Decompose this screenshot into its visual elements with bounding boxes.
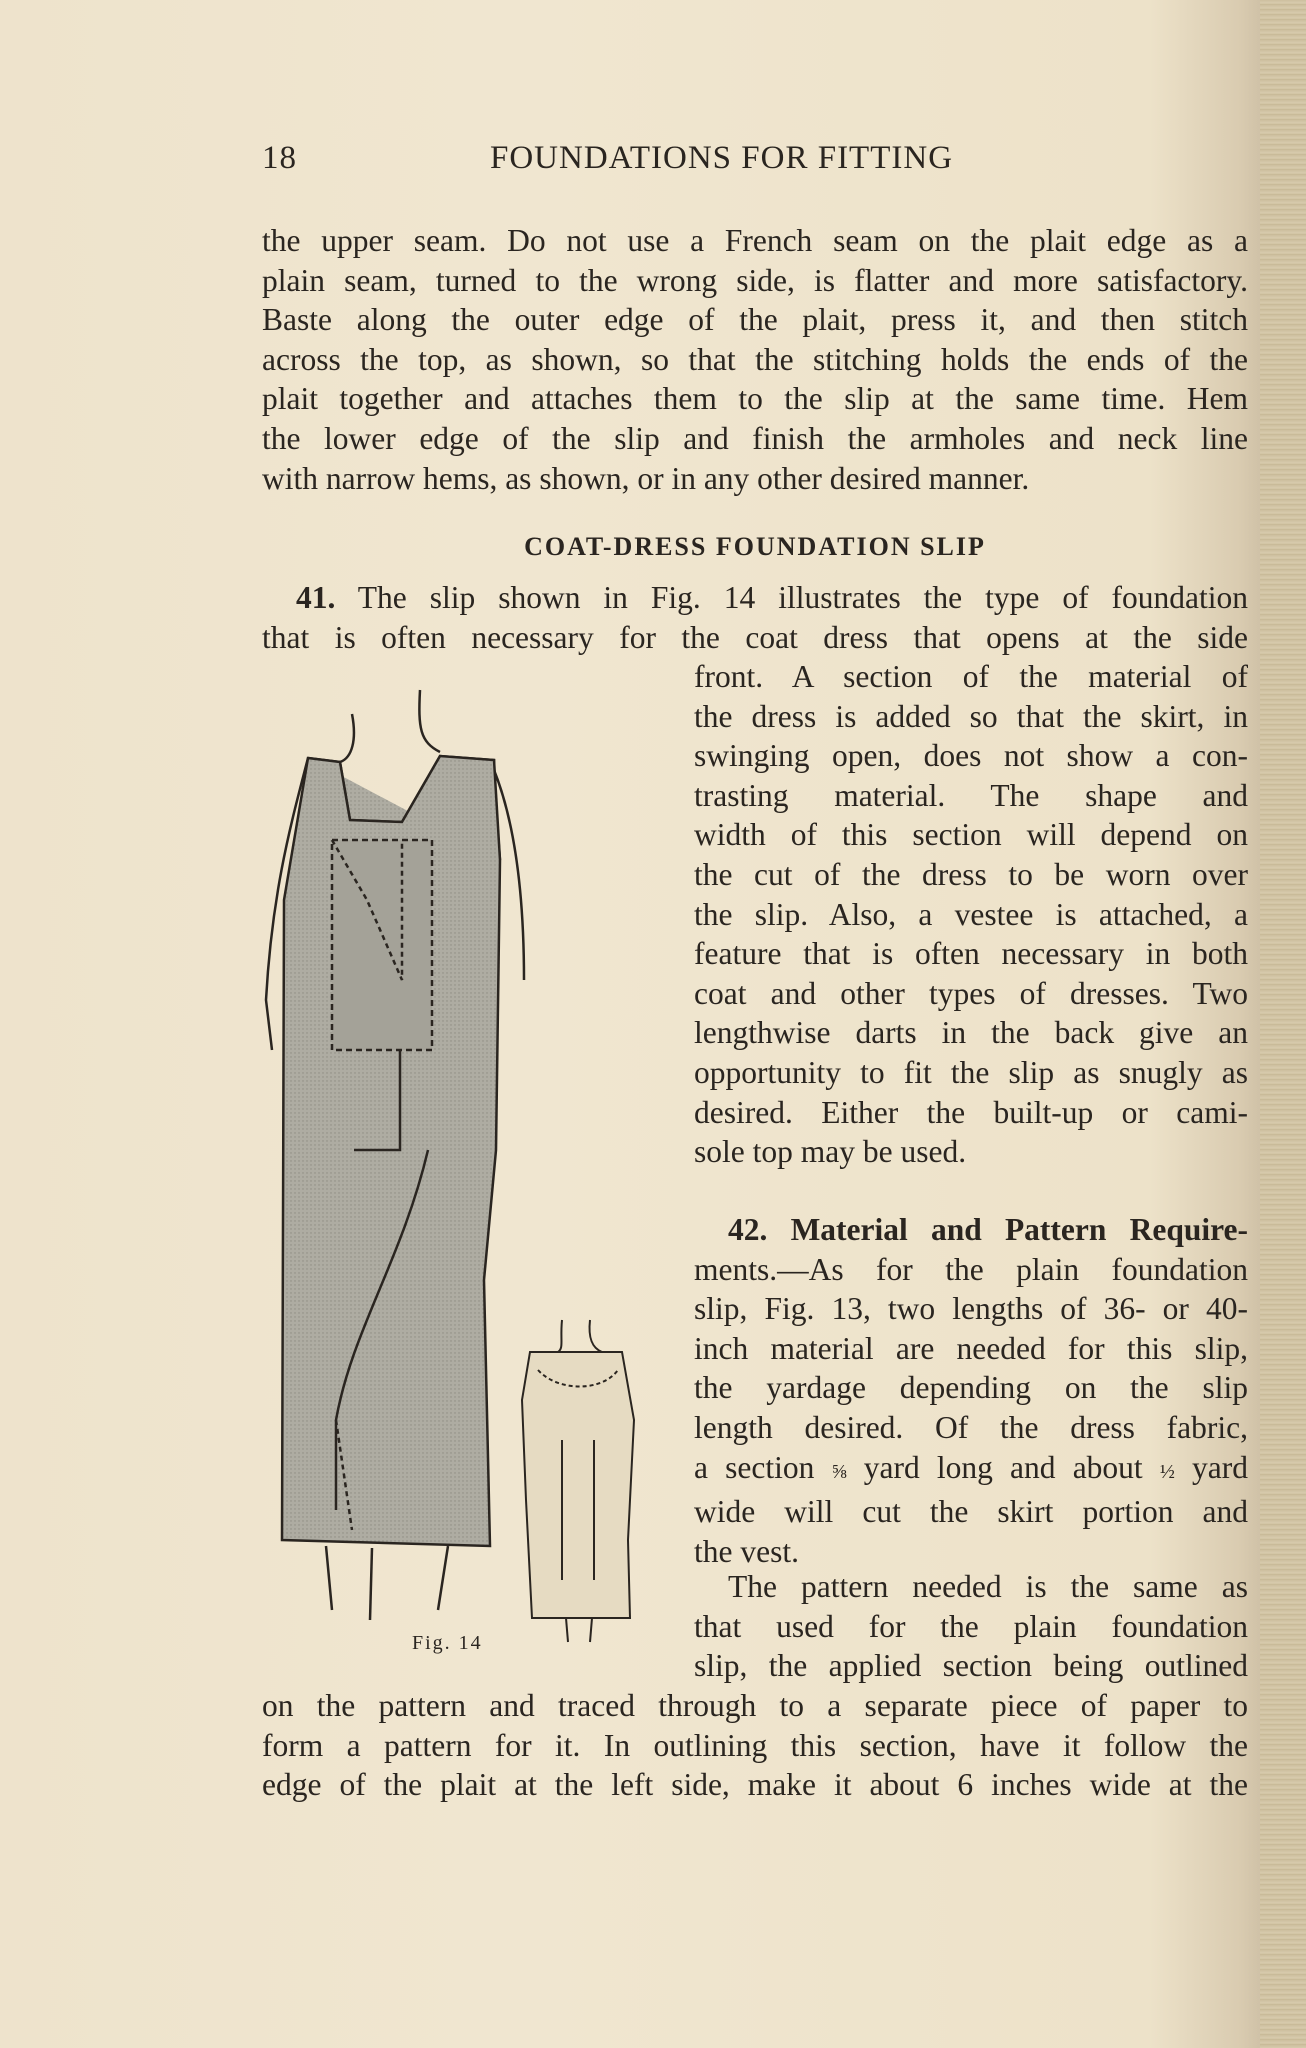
page-edge-shadow — [1260, 0, 1306, 2048]
top-paragraph — [262, 221, 1248, 498]
fraction: ½ — [1159, 1460, 1175, 1483]
text-line: the vest. — [694, 1533, 799, 1569]
text-line: front. A section of the material of — [694, 659, 1248, 694]
text-line: edge of the plait at the left side, make it about 6 inches wide at the — [262, 1767, 1248, 1803]
text-line — [262, 578, 1248, 618]
pattern-paragraph-full — [262, 1686, 1248, 1805]
text-fragment: The slip shown in Fig. 14 illustrates the type of foundation — [357, 580, 1249, 615]
text-line — [694, 1210, 1248, 1250]
text-line: slip, the applied section being outlined — [694, 1648, 1248, 1684]
running-head — [262, 140, 1262, 180]
text-line: with narrow hems, as shown, or in any other desired manner. — [262, 460, 1030, 496]
text-line: feature that is often necessary in both — [694, 936, 1248, 972]
text-line: width of this section will depend on — [694, 817, 1248, 853]
text-line: sole top may be used. — [694, 1134, 967, 1170]
back-slip-drawing — [522, 1320, 634, 1642]
text-line: the cut of the dress to be worn over — [694, 856, 1248, 892]
text-line: Baste along the outer edge of the plait, press it, and then stitch — [262, 302, 1248, 338]
paragraph-number: 41. — [296, 580, 336, 615]
text-line: the dress is added so that the skirt, in — [694, 698, 1248, 734]
text-line: plain seam, turned to the wrong side, is flatter and more satisfactory. — [262, 262, 1248, 298]
text-line: the lower edge of the slip and finish the armholes and neck line — [262, 420, 1248, 456]
text-line: inch material are needed for this slip, — [694, 1330, 1248, 1366]
text-line: that used for the plain foundation — [694, 1608, 1248, 1644]
figure-caption: Fig. 14 — [412, 1632, 483, 1654]
pattern-paragraph-wrap — [694, 1567, 1248, 1686]
figure-14-illustration — [262, 680, 682, 1660]
text-line: swinging open, does not show a con- — [694, 738, 1248, 774]
text-line: the upper seam. Do not use a French seam on the plait edge as a — [262, 223, 1248, 258]
text-line: the slip. Also, a vestee is attached, a — [694, 896, 1248, 932]
text-fragment: yard long and about — [863, 1449, 1143, 1485]
text-line: the yardage depending on the slip — [694, 1370, 1248, 1406]
text-line: lengthwise darts in the back give an — [694, 1015, 1248, 1051]
front-slip-drawing — [266, 690, 524, 1620]
text-line: form a pattern for it. In outlining this section, have it follow the — [262, 1727, 1248, 1763]
text-fragment: yard — [1192, 1449, 1249, 1485]
text-line: on the pattern and traced through to a separate piece of paper to — [262, 1688, 1248, 1723]
text-line: plait together and attaches them to the slip at the same time. Hem — [262, 381, 1248, 417]
paragraph-number: 42. — [728, 1212, 768, 1247]
text-line: opportunity to fit the slip as snugly as — [694, 1054, 1248, 1090]
fraction: ⅝ — [831, 1460, 847, 1483]
text-line: across the top, as shown, so that the stitching holds the ends of the — [262, 341, 1248, 377]
page-number: 18 — [262, 140, 297, 176]
paragraph-41-wrap — [694, 657, 1248, 1172]
section-heading: COAT-DRESS FOUNDATION SLIP — [524, 532, 986, 561]
text-fragment: a section — [694, 1449, 815, 1485]
paragraph-heading: Material and Pattern Require- — [790, 1212, 1248, 1247]
paragraph-42 — [694, 1210, 1248, 1571]
text-line: coat and other types of dresses. Two — [694, 975, 1248, 1011]
text-line — [694, 1448, 1248, 1493]
text-line: wide will cut the skirt portion and — [694, 1494, 1248, 1530]
text-line: desired. Either the built-up or cami- — [694, 1094, 1248, 1130]
paragraph-41-intro — [262, 578, 1248, 657]
text-line: trasting material. The shape and — [694, 777, 1248, 813]
text-line: that is often necessary for the coat dress that opens at the side — [262, 619, 1248, 655]
text-line: length desired. Of the dress fabric, — [694, 1409, 1248, 1445]
text-line: slip, Fig. 13, two lengths of 36- or 40- — [694, 1291, 1248, 1327]
running-head-title: FOUNDATIONS FOR FITTING — [490, 140, 954, 176]
text-line: The pattern needed is the same as — [728, 1569, 1248, 1604]
text-line: ments.—As for the plain foundation — [694, 1251, 1248, 1287]
